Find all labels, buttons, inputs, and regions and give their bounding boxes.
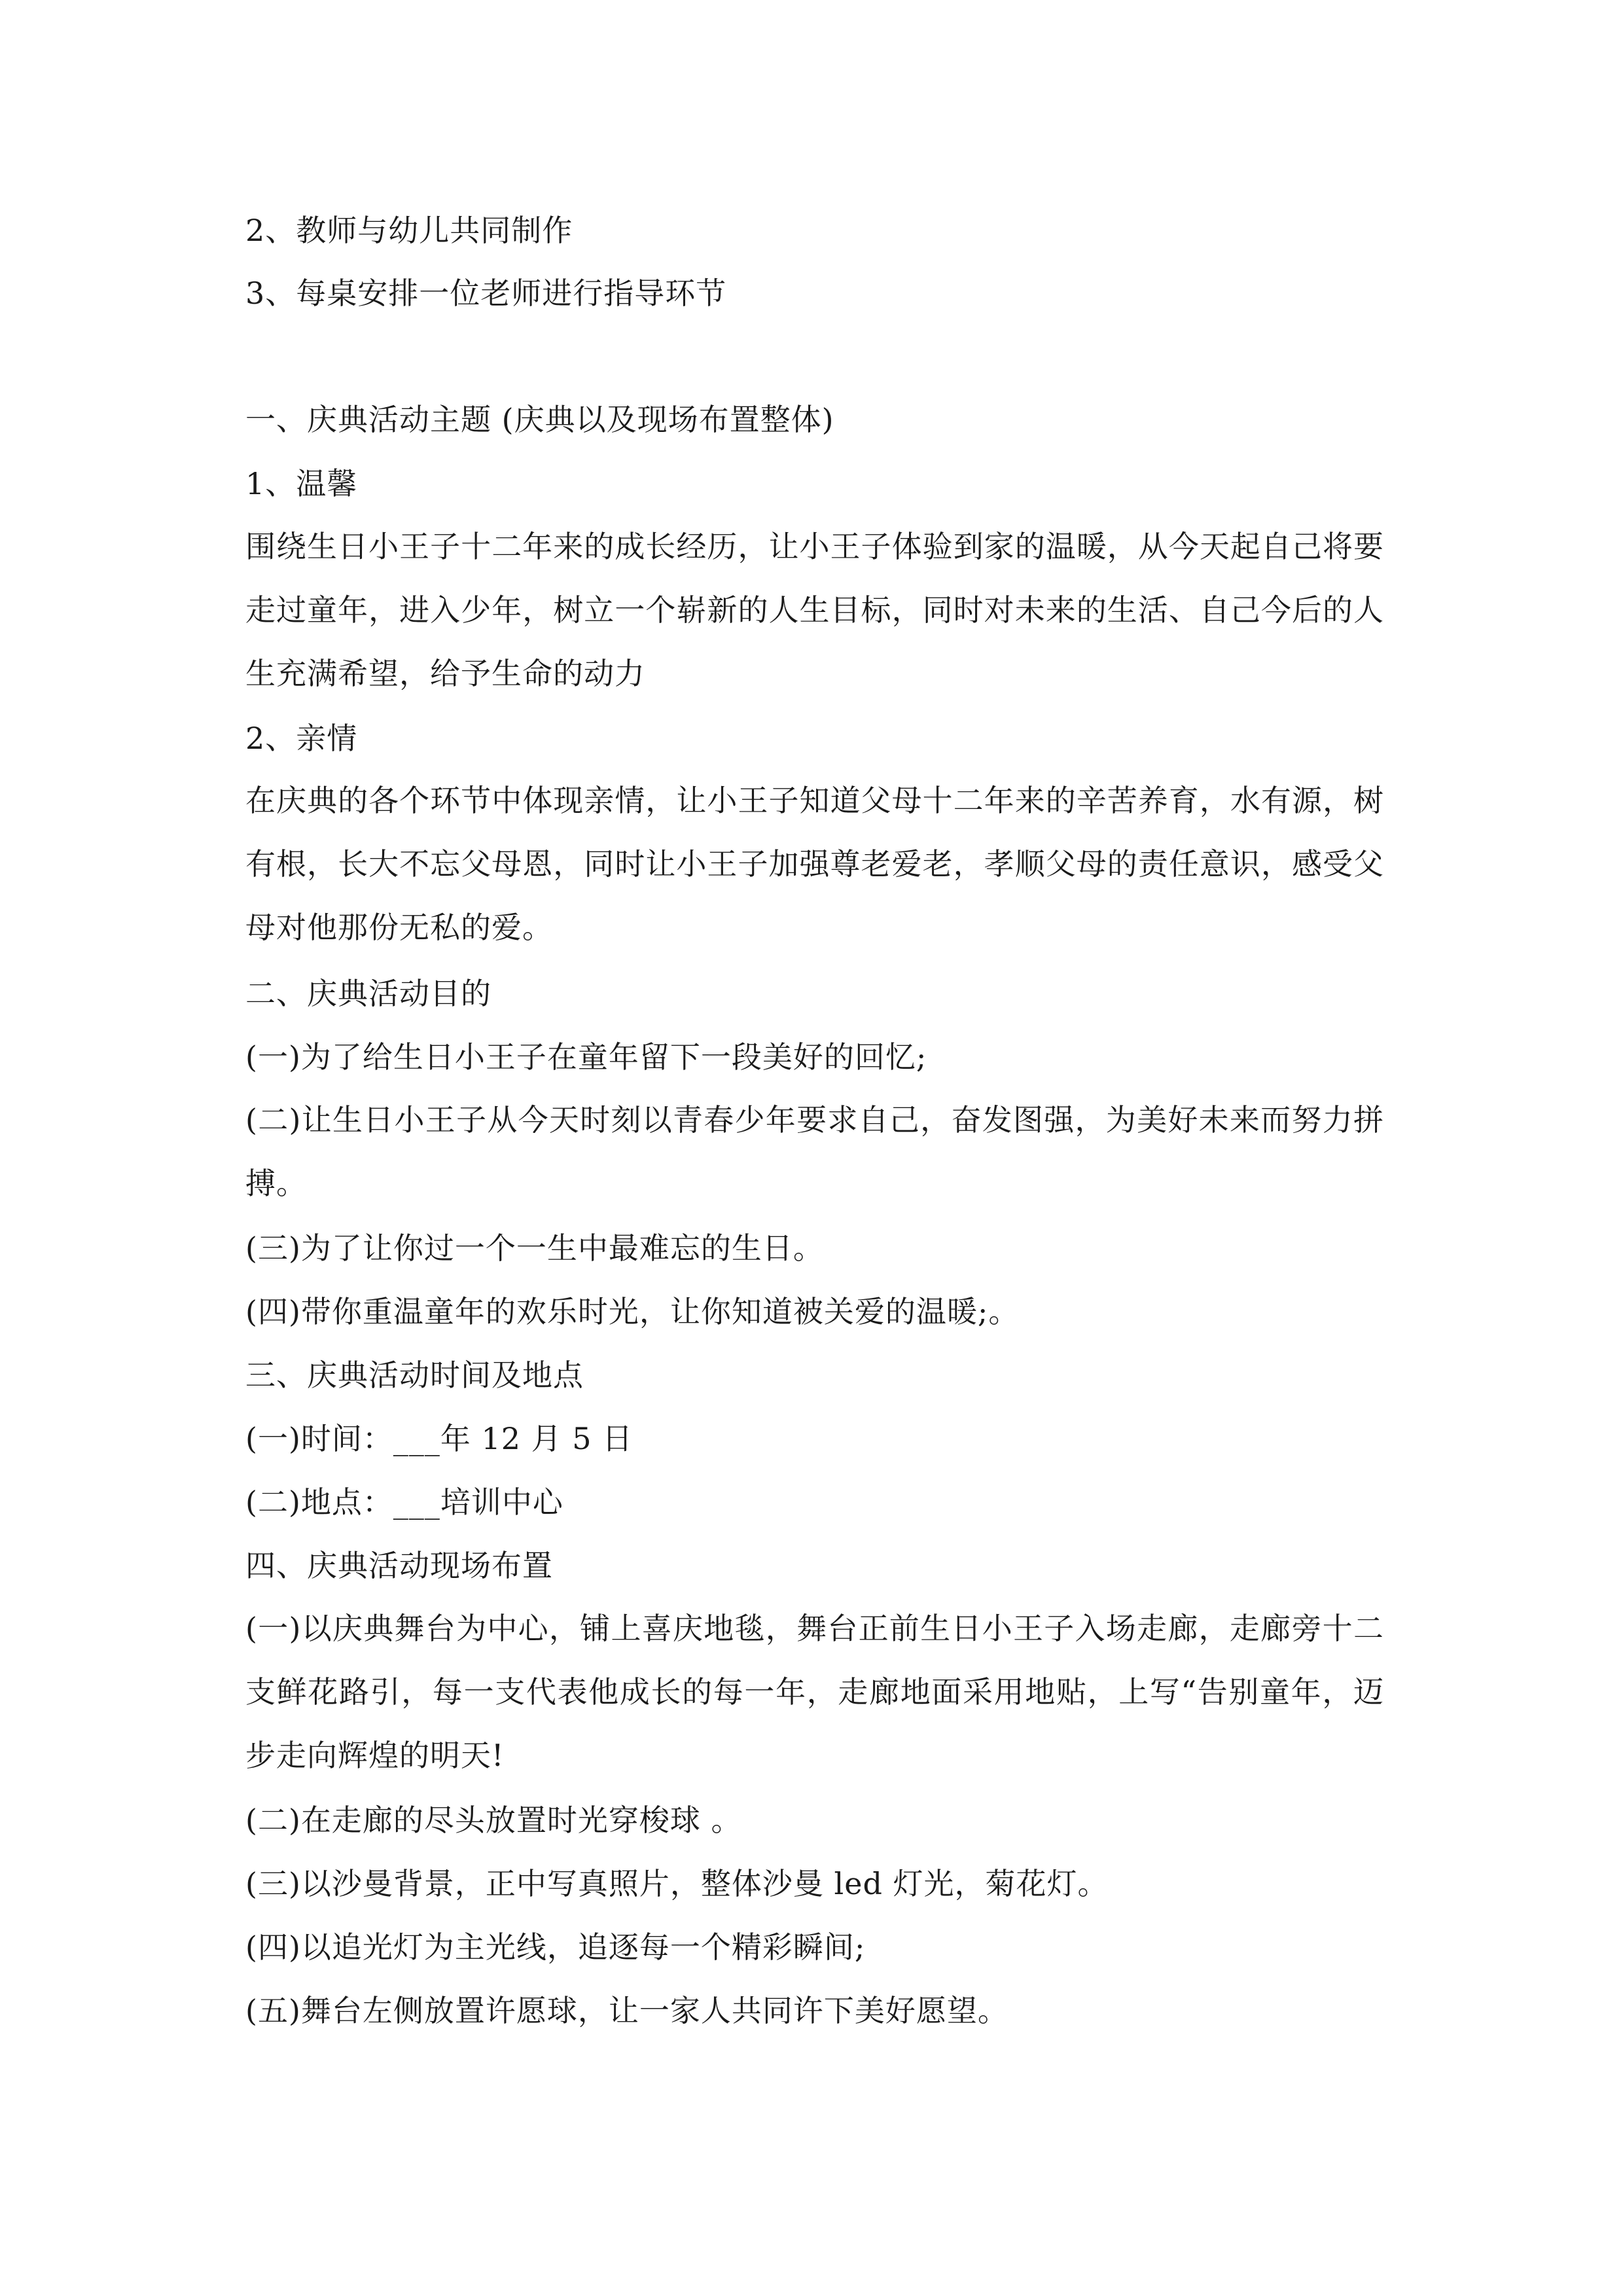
- layout-item-1: (一)以庆典舞台为中心，铺上喜庆地毯，舞台正前生日小王子入场走廊，走廊旁十二支鲜花路引，每一支代表他成长的每一年，走廊地面采用地贴，上写“告别童年，迈步走向辉煌的明天!: [245, 1611, 1384, 1773]
- time-item: (一)时间：___年 12 月 5 日: [245, 1421, 633, 1456]
- layout-item-5: (五)舞台左侧放置许愿球，让一家人共同许下美好愿望。: [245, 1993, 1008, 2028]
- section-heading-3: 三、庆典活动时间及地点: [245, 1357, 584, 1393]
- section-heading-1: 一、庆典活动主题 (庆典以及现场布置整体): [245, 402, 834, 437]
- layout-item-4: (四)以追光灯为主光线，追逐每一个精彩瞬间;: [245, 1929, 866, 1965]
- subheading-family: 2、亲情: [245, 721, 358, 756]
- layout-item-3: (三)以沙曼背景，正中写真照片，整体沙曼 led 灯光，菊花灯。: [245, 1866, 1109, 1901]
- paragraph-family: 在庆典的各个环节中体现亲情，让小王子知道父母十二年来的辛苦养育，水有源，树有根，长大不忘父母恩，同时让小王子加强尊老爱老，孝顺父母的责任意识，感受父母对他那份无私的爱。: [245, 783, 1384, 945]
- list-item-3: 3、每桌安排一位老师进行指导环节: [245, 276, 727, 311]
- list-item-2: 2、教师与幼儿共同制作: [245, 213, 573, 248]
- section-heading-4: 四、庆典活动现场布置: [245, 1548, 553, 1583]
- paragraph-warmth: 围绕生日小王子十二年来的成长经历，让小王子体验到家的温暖，从今天起自己将要走过童年，进入少年，树立一个崭新的人生目标，同时对未来的生活、自己今后的人生充满希望，给予生命的动力: [245, 529, 1384, 691]
- purpose-item-4: (四)带你重温童年的欢乐时光，让你知道被关爱的温暖;。: [245, 1294, 1020, 1329]
- purpose-item-1: (一)为了给生日小王子在童年留下一段美好的回忆;: [245, 1039, 927, 1075]
- purpose-item-3: (三)为了让你过一个一生中最难忘的生日。: [245, 1230, 824, 1266]
- layout-item-2: (二)在走廊的尽头放置时光穿梭球 。: [245, 1803, 742, 1838]
- section-heading-2: 二、庆典活动目的: [245, 976, 491, 1011]
- location-item: (二)地点：___培训中心: [245, 1484, 563, 1520]
- subheading-warmth: 1、温馨: [245, 466, 358, 501]
- purpose-item-2: (二)让生日小王子从今天时刻以青春少年要求自己，奋发图强，为美好未来而努力拼搏。: [245, 1102, 1384, 1201]
